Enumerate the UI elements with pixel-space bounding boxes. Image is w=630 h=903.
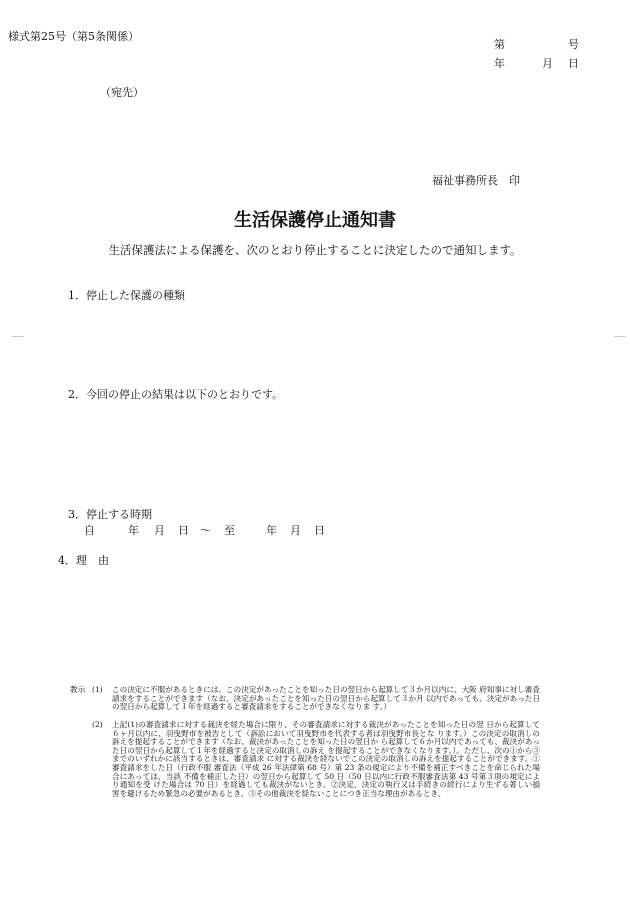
notice-item-number: (2) <box>92 720 103 729</box>
period-tilde: ～ <box>200 524 211 537</box>
period-to-month: 月 <box>290 524 301 537</box>
notice-item-text: 上記(1)の審査請求に対する裁決を経た場合に限り、その審査請求に対する裁決があったことを知った日の翌 日から起算して６ヶ月以内に、羽曳野市を被告として（訴訟において羽曳野市を代表する者は羽曳野市長とな ります。）この決定の取消しの訴えを提起することができます（なお、裁決があったことを知った日の翌日か ら起算して６か月以内であっても、裁決があった日の翌日から起算して１年を経過すると決定の取消しの訴え を提起することができなくなります。）。ただし、次の①から③までのいずれかに該当するときは、審査請求 に対する裁決を経ないでこの決定の取消しの訴えを提起することができます。①審査請求をした日（行政不服 審査法（平成 26 年法律第 68 号）第 23 条の規定により不備を補正すべきことを命じられた場合にあっては、当該 不備を補正した日）の翌日から起算して 50 日（50 日以内に行政不服審査法第 43 号第３項の規定により通知を受 けた場合は 70 日）を経過しても裁決がないとき。②決定、決定の執行又は手続きの続行により生ずる著しい損 害を避けるため緊急の必要があるとき。③その他裁決を経ないことにつき正当な理由があるとき。 <box>112 720 540 798</box>
notice-item-2 <box>92 721 540 798</box>
period-to: 至 <box>224 524 235 537</box>
document-number-prefix: 第 <box>494 38 505 51</box>
section-4-heading: 4．理 由 <box>58 554 109 567</box>
date-month: 月 <box>542 57 553 70</box>
date-day: 日 <box>568 57 579 70</box>
period-from-year: 年 <box>128 524 139 537</box>
date-year: 年 <box>494 57 505 70</box>
addressee: （宛先） <box>100 86 144 99</box>
notice-item-number: (1) <box>92 685 103 694</box>
period-to-day: 日 <box>314 524 325 537</box>
fold-mark-left <box>12 336 24 337</box>
period-from-month: 月 <box>154 524 165 537</box>
form-number: 様式第25号（第5条関係） <box>8 30 139 43</box>
section-1-heading: 1．停止した保護の種類 <box>68 289 185 302</box>
document-number-suffix: 号 <box>568 38 579 51</box>
period-from-day: 日 <box>178 524 189 537</box>
section-2-heading: 2．今回の停止の結果は以下のとおりです。 <box>68 388 284 401</box>
intro-text: 生活保護法による保護を、次のとおり停止することに決定したので通知します。 <box>108 243 522 257</box>
section-3-heading: 3．停止する時期 <box>68 508 152 521</box>
period-from: 自 <box>84 524 95 537</box>
issuer-name: 福祉事務所長 印 <box>432 174 520 187</box>
notice-item-text: この決定に不服があるときには、この決定があったことを知った日の翌日から起算して３か月以内に、大阪 府知事に対し審査請求をすることができます（なお、決定があったことを知った日の翌日から起算して３か月 以内であっても、決定があった日の翌日から起算して１年を経過すると審査請求をすることができなくなりま す。） <box>112 685 540 712</box>
notice-label: 教示 <box>70 685 86 694</box>
fold-mark-right <box>614 336 626 337</box>
period-to-year: 年 <box>266 524 277 537</box>
notice-item-1 <box>92 686 540 712</box>
document-title: 生活保護停止通知書 <box>234 210 396 231</box>
